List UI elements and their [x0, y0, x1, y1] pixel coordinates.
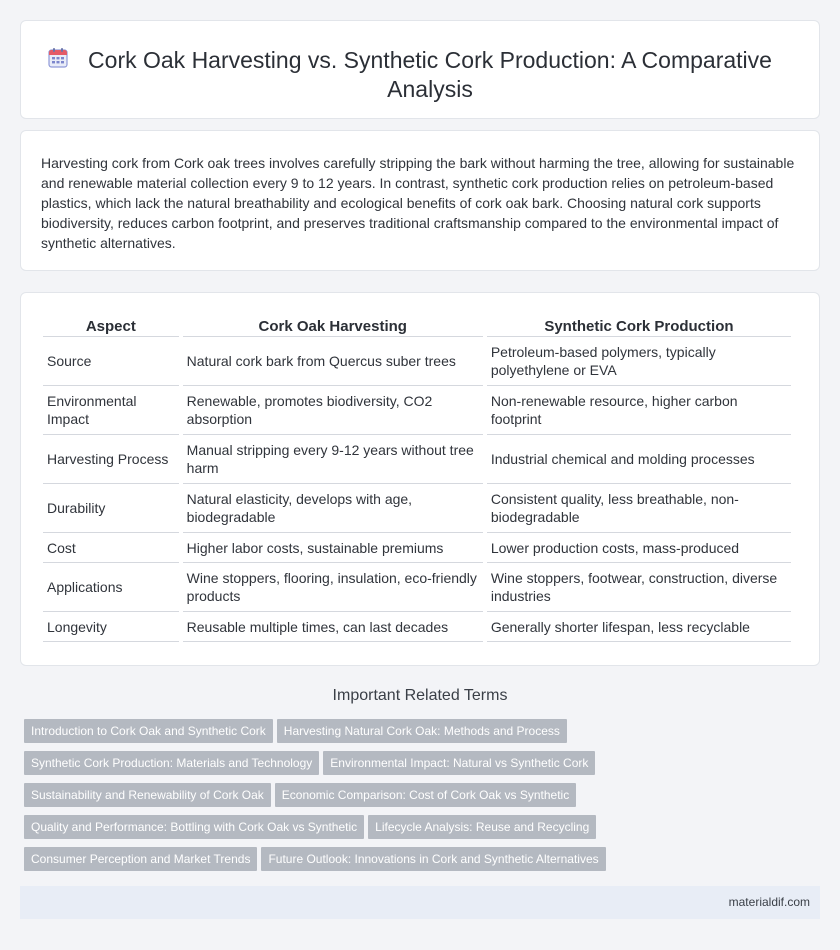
aspect-cell: Durability — [43, 484, 179, 533]
cork-oak-cell: Natural elasticity, develops with age, biodegradable — [183, 484, 483, 533]
title-card — [20, 20, 820, 119]
tag-row — [24, 815, 820, 847]
table-row — [43, 533, 791, 563]
table-row — [43, 337, 791, 386]
synthetic-cell: Lower production costs, mass-produced — [487, 533, 791, 563]
aspect-cell: Longevity — [43, 612, 179, 642]
aspect-cell: Cost — [43, 533, 179, 563]
tag-row — [24, 847, 820, 879]
cork-oak-cell: Natural cork bark from Quercus suber trees — [183, 337, 483, 386]
intro-card — [20, 130, 820, 271]
comparison-table-card — [20, 292, 820, 666]
header-aspect: Aspect — [43, 315, 179, 337]
table-row — [43, 386, 791, 435]
footer-site-link[interactable]: materialdif.com — [728, 895, 810, 909]
comparison-table — [39, 315, 795, 642]
aspect-cell: Environmental Impact — [43, 386, 179, 435]
tag-row — [24, 751, 820, 783]
synthetic-cell: Generally shorter lifespan, less recyclable — [487, 612, 791, 642]
related-term-tag[interactable]: Introduction to Cork Oak and Synthetic Cork — [24, 719, 273, 743]
table-row — [43, 484, 791, 533]
page-title: Cork Oak Harvesting vs. Synthetic Cork Production: A Comparative Analysis — [88, 47, 772, 102]
table-row — [43, 563, 791, 612]
synthetic-cell: Industrial chemical and molding processes — [487, 435, 791, 484]
related-term-tag[interactable]: Harvesting Natural Cork Oak: Methods and Process — [277, 719, 567, 743]
related-term-tag[interactable]: Quality and Performance: Bottling with Cork Oak vs Synthetic — [24, 815, 364, 839]
related-term-tag[interactable]: Consumer Perception and Market Trends — [24, 847, 257, 871]
related-term-tag[interactable]: Economic Comparison: Cost of Cork Oak vs Synthetic — [275, 783, 576, 807]
tag-row — [24, 783, 820, 815]
cork-oak-cell: Wine stoppers, flooring, insulation, eco-friendly products — [183, 563, 483, 612]
synthetic-cell: Wine stoppers, footwear, construction, diverse industries — [487, 563, 791, 612]
intro-paragraph: Harvesting cork from Cork oak trees involves carefully stripping the bark without harming the tree, allowing for sustainable and renewable material collection every 9 to 12 years. In contrast, synthetic cork production relies on petroleum-based plastics, which lack the natural breathability and ecological benefits of cork oak bark. Choosing natural cork supports biodiversity, reduces carbon footprint, and preserves traditional craftsmanship compared to the environmental impact of synthetic alternatives. — [41, 155, 795, 251]
cork-oak-cell: Reusable multiple times, can last decades — [183, 612, 483, 642]
aspect-cell: Source — [43, 337, 179, 386]
table-row — [43, 612, 791, 642]
cork-oak-cell: Higher labor costs, sustainable premiums — [183, 533, 483, 563]
header-synthetic: Synthetic Cork Production — [487, 315, 791, 337]
cork-oak-cell: Renewable, promotes biodiversity, CO2 absorption — [183, 386, 483, 435]
table-header-row — [43, 315, 791, 337]
cork-oak-cell: Manual stripping every 9-12 years without tree harm — [183, 435, 483, 484]
related-term-tag[interactable]: Future Outlook: Innovations in Cork and Synthetic Alternatives — [261, 847, 605, 871]
footer — [20, 886, 820, 919]
tag-row — [24, 719, 820, 751]
table-row — [43, 435, 791, 484]
synthetic-cell: Consistent quality, less breathable, non-biodegradable — [487, 484, 791, 533]
related-term-tag[interactable]: Lifecycle Analysis: Reuse and Recycling — [368, 815, 596, 839]
aspect-cell: Applications — [43, 563, 179, 612]
related-term-tag[interactable]: Sustainability and Renewability of Cork Oak — [24, 783, 271, 807]
synthetic-cell: Non-renewable resource, higher carbon footprint — [487, 386, 791, 435]
header-cork-oak: Cork Oak Harvesting — [183, 315, 483, 337]
aspect-cell: Harvesting Process — [43, 435, 179, 484]
title-wrap — [21, 21, 819, 118]
related-term-tag[interactable]: Synthetic Cork Production: Materials and Technology — [24, 751, 319, 775]
related-terms-list — [24, 719, 820, 879]
related-terms-title: Important Related Terms — [332, 687, 508, 704]
synthetic-cell: Petroleum-based polymers, typically polyethylene or EVA — [487, 337, 791, 386]
related-term-tag[interactable]: Environmental Impact: Natural vs Synthetic Cork — [323, 751, 595, 775]
